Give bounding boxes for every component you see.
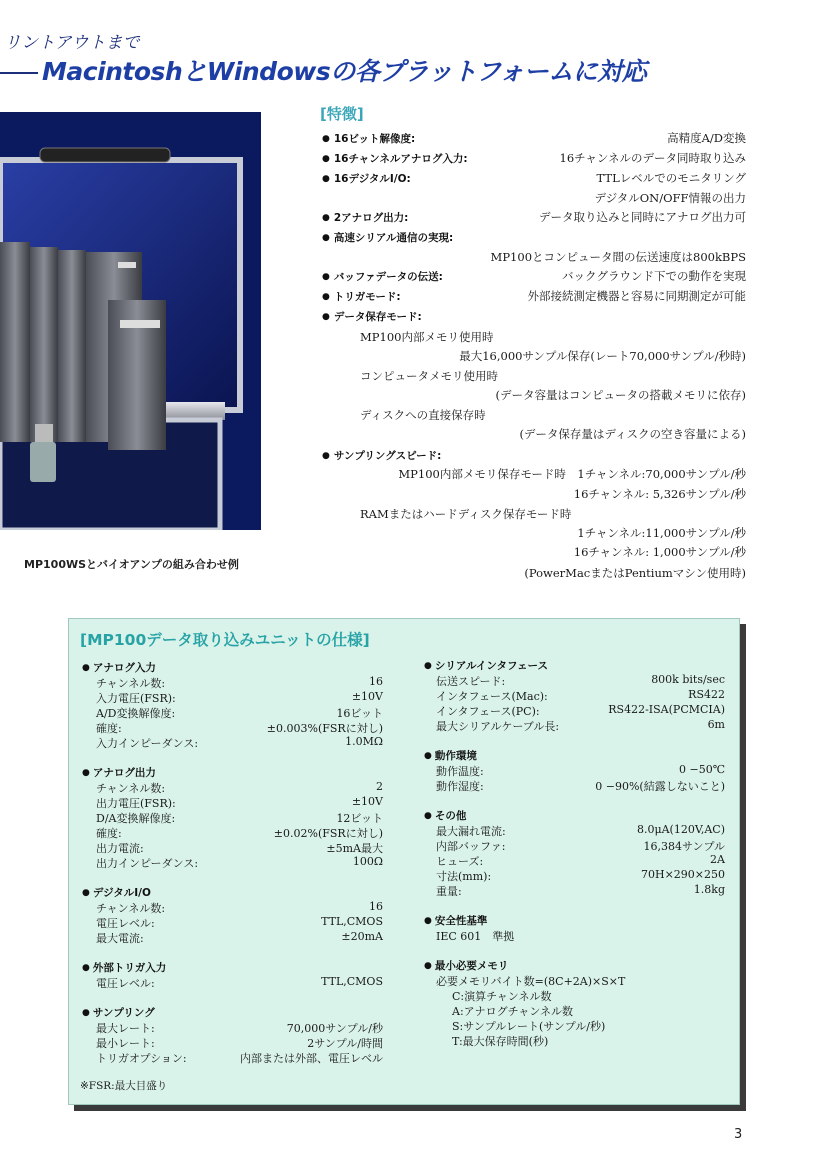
spec-section-sampling: ● サンプリング	[82, 1005, 155, 1020]
spec-value: 2A	[710, 853, 725, 866]
spec-value: 16,384サンプル	[643, 840, 725, 853]
spec-title: [MP100データ取り込みユニットの仕様]	[80, 631, 370, 649]
spec-value: TTL,CMOS	[321, 975, 383, 988]
spec-value: 1.8kg	[693, 883, 725, 896]
page-number: 3	[734, 1127, 743, 1142]
spec-value: 2	[376, 780, 383, 793]
spec-value: 16	[369, 900, 383, 913]
spec-value: 6m	[707, 718, 725, 731]
spec-key: 電圧レベル:	[96, 977, 155, 990]
spec-section-analog-input: ● アナログ入力	[82, 660, 156, 675]
spec-memory-line: T:最大保存時間(秒)	[452, 1035, 549, 1048]
spec-key: 出力インピーダンス:	[96, 857, 199, 870]
feature-label: ● 2アナログ出力:	[322, 211, 408, 226]
spec-value: TTL,CMOS	[321, 915, 383, 928]
spec-key: 最大レート:	[96, 1022, 155, 1035]
spec-value: 2サンプル/時間	[307, 1037, 383, 1050]
spec-key: 最大シリアルケーブル長:	[436, 720, 560, 733]
spec-value: 70H×290×250	[640, 868, 725, 881]
spec-key: 動作温度:	[436, 765, 484, 778]
spec-value: 70,000サンプル/秒	[286, 1022, 383, 1035]
sampling-line: 16チャンネル: 5,326サンプル/秒	[573, 487, 746, 501]
feature-label: ● 高速シリアル通信の実現:	[322, 231, 453, 246]
spec-safety-line: IEC 601 準拠	[436, 930, 515, 943]
spec-section-environment: ● 動作環境	[424, 748, 477, 763]
feature-label: ● バッファデータの伝送:	[322, 270, 443, 285]
spec-key: 確度:	[96, 722, 122, 735]
spec-memory-line: 必要メモリバイト数=(8C+2A)×S×T	[436, 975, 626, 988]
spec-value: 内部または外部、電圧レベル	[240, 1052, 383, 1065]
spec-value: 0 −50℃	[678, 763, 725, 776]
spec-key: D/A変換解像度:	[96, 812, 176, 825]
header-rule	[0, 72, 38, 74]
spec-value: 100Ω	[352, 855, 383, 868]
save-mode-line: 最大16,000サンプル保存(レート70,000サンプル/秒時)	[459, 349, 746, 363]
spec-section-serial: ● シリアルインタフェース	[424, 658, 548, 673]
feature-value: 16チャンネルのデータ同時取り込み	[559, 151, 746, 165]
spec-memory-line: S:サンプルレート(サンプル/秒)	[452, 1020, 606, 1033]
spec-value: 800k bits/sec	[651, 673, 725, 686]
save-mode-line: ディスクへの直接保存時	[360, 408, 486, 422]
spec-value: RS422	[688, 688, 725, 701]
spec-value: ±20mA	[341, 930, 383, 943]
spec-value: ±0.02%(FSRに対し)	[273, 827, 383, 840]
feature-label: ● データ保存モード:	[322, 310, 422, 325]
spec-value: RS422-ISA(PCMCIA)	[608, 703, 725, 716]
features-heading: [特徴]	[320, 105, 364, 123]
spec-value: ±0.003%(FSRに対し)	[266, 722, 383, 735]
spec-key: インタフェース(Mac):	[436, 690, 548, 703]
photo-caption: MP100WSとバイオアンプの組み合わせ例	[24, 558, 239, 571]
spec-key: チャンネル数:	[96, 902, 166, 915]
feature-value: MP100とコンピュータ間の伝送速度は800kBPS	[490, 250, 746, 264]
sampling-line: RAMまたはハードディスク保存モード時	[360, 507, 572, 521]
feature-value: デジタルON/OFF情報の出力	[594, 191, 746, 205]
save-mode-line: (データ保存量はディスクの空き容量による)	[519, 427, 746, 441]
sampling-line: MP100内部メモリ保存モード時 1チャンネル:70,000サンプル/秒	[398, 467, 746, 481]
spec-key: チャンネル数:	[96, 677, 166, 690]
spec-key: 入力インピーダンス:	[96, 737, 199, 750]
feature-label: ● トリガモード:	[322, 290, 401, 305]
spec-key: 最大電流:	[96, 932, 144, 945]
product-photo-illustration	[0, 112, 261, 552]
feature-label: ● サンプリングスピード:	[322, 449, 441, 464]
spec-key: 最小レート:	[96, 1037, 155, 1050]
sampling-line: 1チャンネル:11,000サンプル/秒	[577, 526, 746, 540]
save-mode-line: (データ容量はコンピュータの搭載メモリに依存)	[495, 388, 746, 402]
spec-value: 8.0μA(120V,AC)	[636, 823, 725, 836]
spec-section-digital-io: ● デジタルI/O	[82, 885, 151, 900]
spec-section-other: ● その他	[424, 808, 466, 823]
sampling-line: 16チャンネル: 1,000サンプル/秒	[573, 545, 746, 559]
spec-key: 入力電圧(FSR):	[96, 692, 176, 705]
spec-value: ±10V	[351, 795, 383, 808]
spec-value: ±5mA最大	[326, 842, 383, 855]
spec-note: ※FSR:最大目盛り	[80, 1080, 168, 1092]
feature-value: データ取り込みと同時にアナログ出力可	[539, 210, 746, 224]
spec-key: 重量:	[436, 885, 462, 898]
spec-memory-line: C:演算チャンネル数	[452, 990, 552, 1003]
spec-key: 確度:	[96, 827, 122, 840]
spec-value: 12ビット	[336, 812, 383, 825]
spec-value: ±10V	[351, 690, 383, 703]
save-mode-line: コンピュータメモリ使用時	[360, 369, 498, 383]
spec-value: 16	[369, 675, 383, 688]
spec-key: 内部バッファ:	[436, 840, 506, 853]
feature-label: ● 16チャンネルアナログ入力:	[322, 152, 468, 167]
spec-value: 1.0MΩ	[345, 735, 383, 748]
spec-key: 伝送スピード:	[436, 675, 506, 688]
spec-key: 出力電流:	[96, 842, 144, 855]
spec-memory-line: A:アナログチャンネル数	[452, 1005, 573, 1018]
spec-key: 最大漏れ電流:	[436, 825, 506, 838]
spec-key: 電圧レベル:	[96, 917, 155, 930]
feature-value: 外部接続測定機器と容易に同期測定が可能	[527, 289, 746, 303]
spec-value: 16ビット	[336, 707, 383, 720]
feature-label: ● 16ビット解像度:	[322, 132, 415, 147]
save-mode-line: MP100内部メモリ使用時	[360, 330, 494, 344]
header-subtitle: リントアウトまで	[4, 33, 140, 53]
spec-key: ヒューズ:	[436, 855, 484, 868]
feature-label: ● 16デジタルI/O:	[322, 172, 411, 187]
feature-value: TTLレベルでのモニタリング	[596, 171, 746, 185]
spec-key: インタフェース(PC):	[436, 705, 540, 718]
spec-key: 出力電圧(FSR):	[96, 797, 176, 810]
spec-section-analog-output: ● アナログ出力	[82, 765, 156, 780]
spec-key: A/D変換解像度:	[96, 707, 176, 720]
feature-value: 高精度A/D変換	[667, 131, 746, 145]
spec-section-ext-trigger: ● 外部トリガ入力	[82, 960, 166, 975]
page-title: MacintoshとWindowsの各プラットフォームに対応	[42, 57, 647, 86]
feature-value: バックグラウンド下での動作を実現	[562, 269, 746, 283]
spec-section-min-memory: ● 最小必要メモリ	[424, 958, 508, 973]
spec-key: 寸法(mm):	[436, 870, 492, 883]
spec-section-safety: ● 安全性基準	[424, 913, 487, 928]
spec-key: 動作湿度:	[436, 780, 484, 793]
spec-value: 0 −90%(結露しないこと)	[595, 780, 725, 793]
spec-key: チャンネル数:	[96, 782, 166, 795]
product-photo	[0, 112, 261, 552]
spec-key: トリガオプション:	[96, 1052, 187, 1065]
sampling-line: (PowerMacまたはPentiumマシン使用時)	[524, 566, 746, 580]
